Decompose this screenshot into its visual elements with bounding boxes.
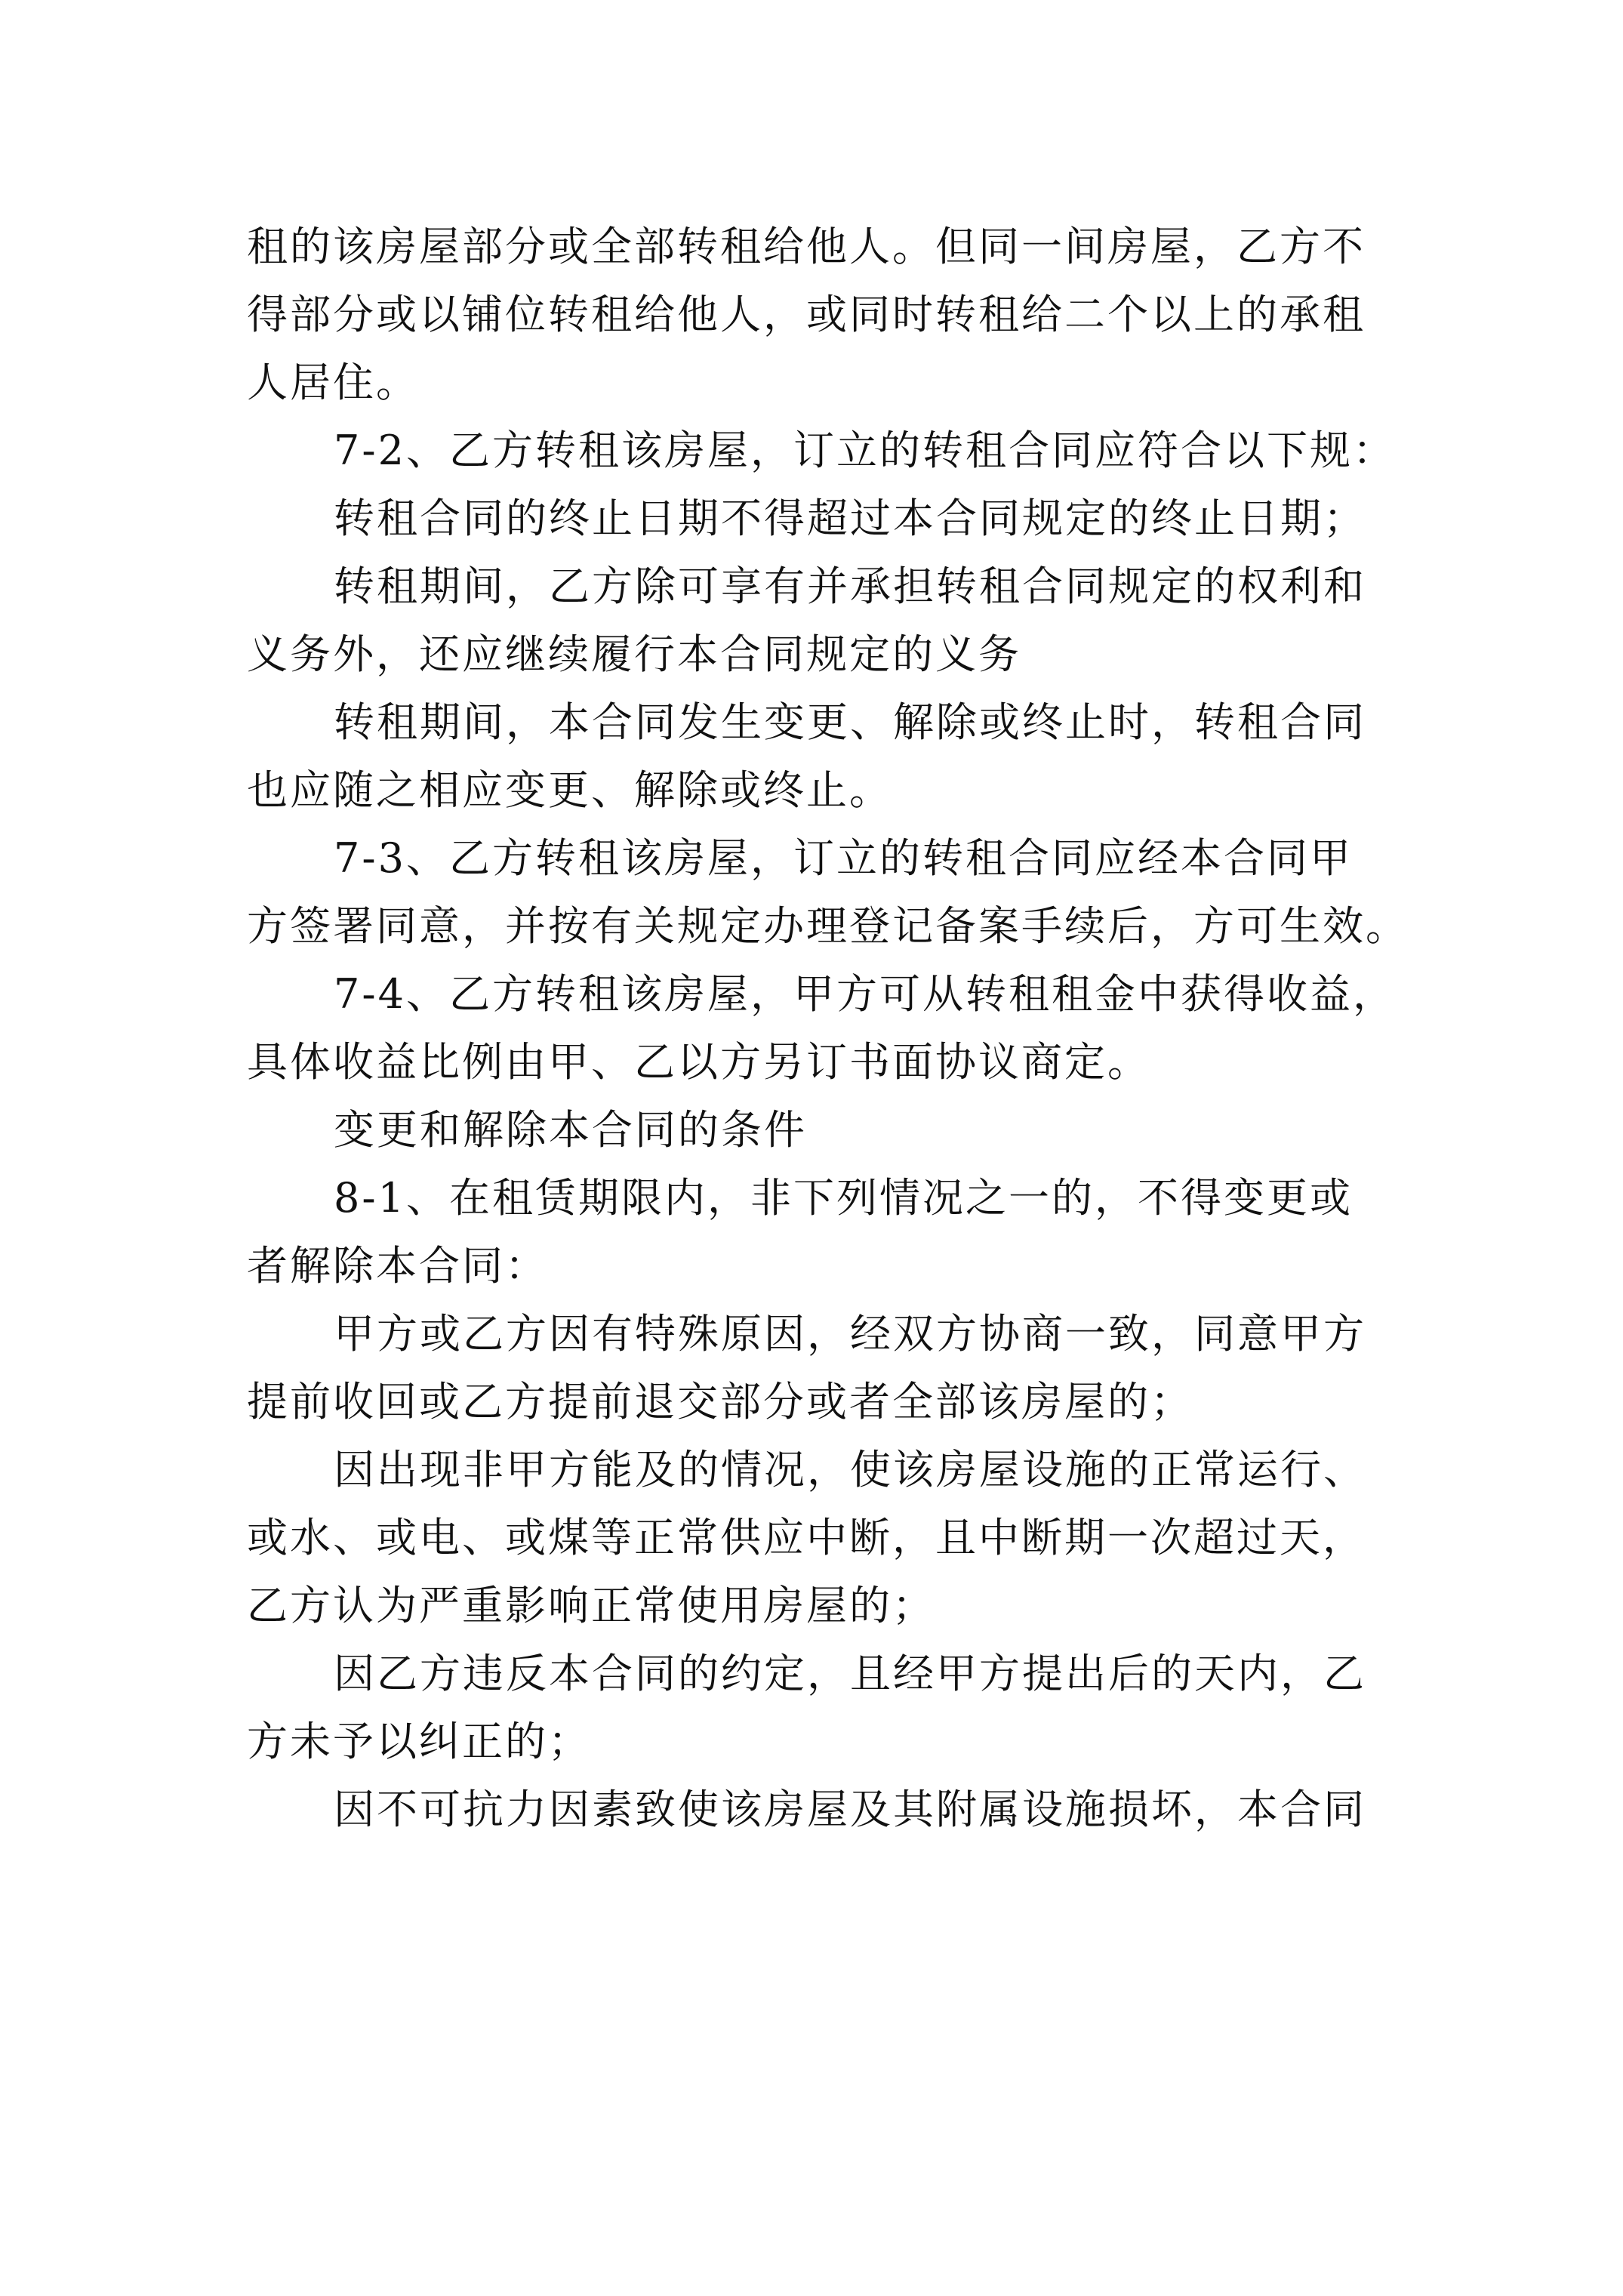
text-line: 租的该房屋部分或全部转租给他人。但同一间房屋，乙方不 xyxy=(247,223,1366,270)
text-line: 者解除本合同： xyxy=(247,1242,548,1290)
text-line: 转租期间，乙方除可享有并承担转租合同规定的权利和 xyxy=(334,562,1366,610)
paragraph-rights-obligations xyxy=(247,553,1379,689)
section-heading xyxy=(247,1096,1379,1164)
paragraph-supply-interruption xyxy=(247,1436,1379,1640)
text-line: 人居住。 xyxy=(247,359,419,406)
paragraph-force-majeure xyxy=(247,1776,1379,1844)
text-line: 方未予以纠正的； xyxy=(247,1718,591,1765)
text-line: 因不可抗力因素致使该房屋及其附属设施损坏，本合同 xyxy=(334,1786,1366,1833)
document-body xyxy=(247,213,1409,1844)
text-line: 方签署同意，并按有关规定办理登记备案手续后，方可生效。 xyxy=(247,902,1409,950)
text-line: 具体收益比例由甲、乙以方另订书面协议商定。 xyxy=(247,1038,1150,1086)
paragraph-clause-7-4 xyxy=(247,960,1396,1096)
paragraph-clause-7-2 xyxy=(247,417,1396,485)
paragraph-clause-8-1 xyxy=(247,1164,1379,1300)
text-line: 提前收回或乙方提前退交部分或者全部该房屋的； xyxy=(247,1378,1193,1425)
paragraph-clause-7-3 xyxy=(247,824,1409,960)
text-line: 因乙方违反本合同的约定，且经甲方提出后的天内，乙 xyxy=(334,1650,1366,1697)
text-line: 7-2、乙方转租该房屋，订立的转租合同应符合以下规： xyxy=(334,427,1396,474)
text-line: 7-3、乙方转租该房屋，订立的转租合同应经本合同甲 xyxy=(334,834,1353,882)
text-line: 得部分或以铺位转租给他人，或同时转租给二个以上的承租 xyxy=(247,291,1366,338)
text-line: 也应随之相应变更、解除或终止。 xyxy=(247,766,892,814)
text-line: 转租期间，本合同发生变更、解除或终止时，转租合同 xyxy=(334,698,1366,746)
text-line: 乙方认为严重影响正常使用房屋的； xyxy=(247,1582,935,1629)
text-line: 转租合同的终止日期不得超过本合同规定的终止日期； xyxy=(334,495,1366,542)
paragraph-contract-change xyxy=(247,689,1379,824)
paragraph-mutual-agreement xyxy=(247,1300,1379,1436)
text-line: 或水、或电、或煤等正常供应中断，且中断期一次超过天， xyxy=(247,1514,1366,1561)
paragraph-termination-date xyxy=(247,485,1379,553)
text-line: 8-1、在租赁期限内，非下列情况之一的，不得变更或 xyxy=(334,1174,1353,1222)
text-line: 7-4、乙方转租该房屋，甲方可从转租租金中获得收益， xyxy=(334,970,1396,1018)
text-line: 义务外，还应继续履行本合同规定的义务 xyxy=(247,630,1021,678)
paragraph-breach xyxy=(247,1640,1379,1776)
text-line: 甲方或乙方因有特殊原因，经双方协商一致，同意甲方 xyxy=(334,1310,1366,1358)
text-line: 变更和解除本合同的条件 xyxy=(334,1106,807,1154)
paragraph-sublet-restriction xyxy=(247,213,1379,417)
text-line: 因出现非甲方能及的情况，使该房屋设施的正常运行、 xyxy=(334,1446,1366,1493)
